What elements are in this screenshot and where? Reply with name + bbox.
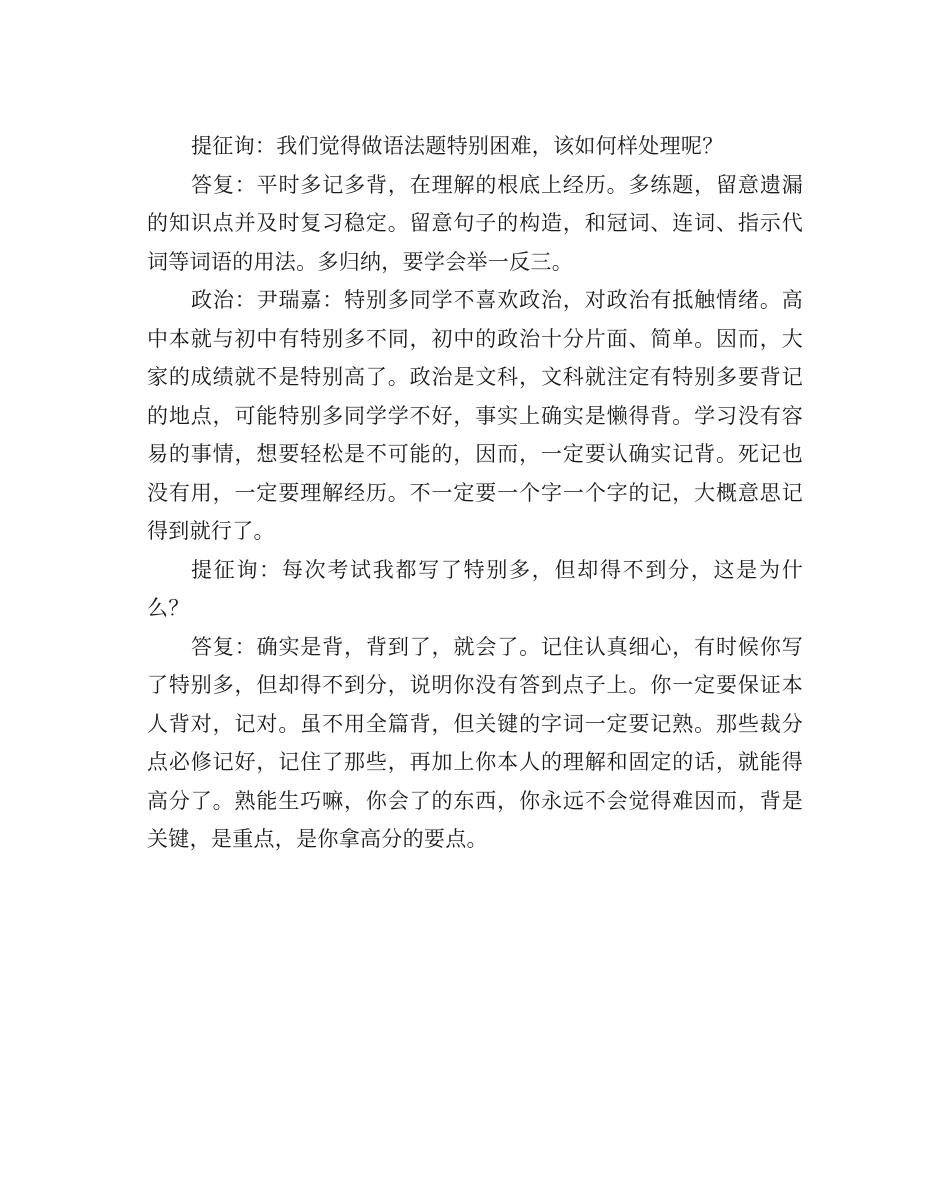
paragraph-question-scoring: 提征询：每次考试我都写了特别多，但却得不到分，这是为什么？ (147, 557, 803, 620)
paragraph-question-grammar: 提征询：我们觉得做语法题特别困难，该如何样处理呢？ (191, 134, 724, 158)
paragraph-answer-grammar: 答复：平时多记多背，在理解的根底上经历。多练题，留意遗漏的知识点并及时复习稳定。留意句子的构造，和冠词、连词、指示代词等词语的用法。多归纳，要学会举一反三。 (147, 172, 803, 274)
paragraph-answer-scoring: 答复：确实是背，背到了，就会了。记住认真细心，有时候你写了特别多，但却得不到分，说明你没有答到点子上。你一定要保证本人背对，记对。虽不用全篇背，但关键的字词一定要记熟。那些裁分点必修记好，记住了那些，再加上你本人的理解和固定的话，就能得高分了。熟能生巧嘛，你会了的东西，你永远不会觉得难因而，背是关键，是重点，是你拿高分的要点。 (147, 634, 803, 851)
paragraph-politics: 政治：尹瑞嘉：特别多同学不喜欢政治，对政治有抵触情绪。高中本就与初中有特别多不同，初中的政治十分片面、简单。因而，大家的成绩就不是特别高了。政治是文科，文科就注定有特别多要背记的地点，可能特别多同学学不好，事实上确实是懒得背。学习没有容易的事情，想要轻松是不可能的，因而，一定要认确实记背。死记也没有用，一定要理解经历。不一定要一个字一个字的记，大概意思记得到就行了。 (147, 288, 803, 543)
document-body (147, 127, 803, 859)
